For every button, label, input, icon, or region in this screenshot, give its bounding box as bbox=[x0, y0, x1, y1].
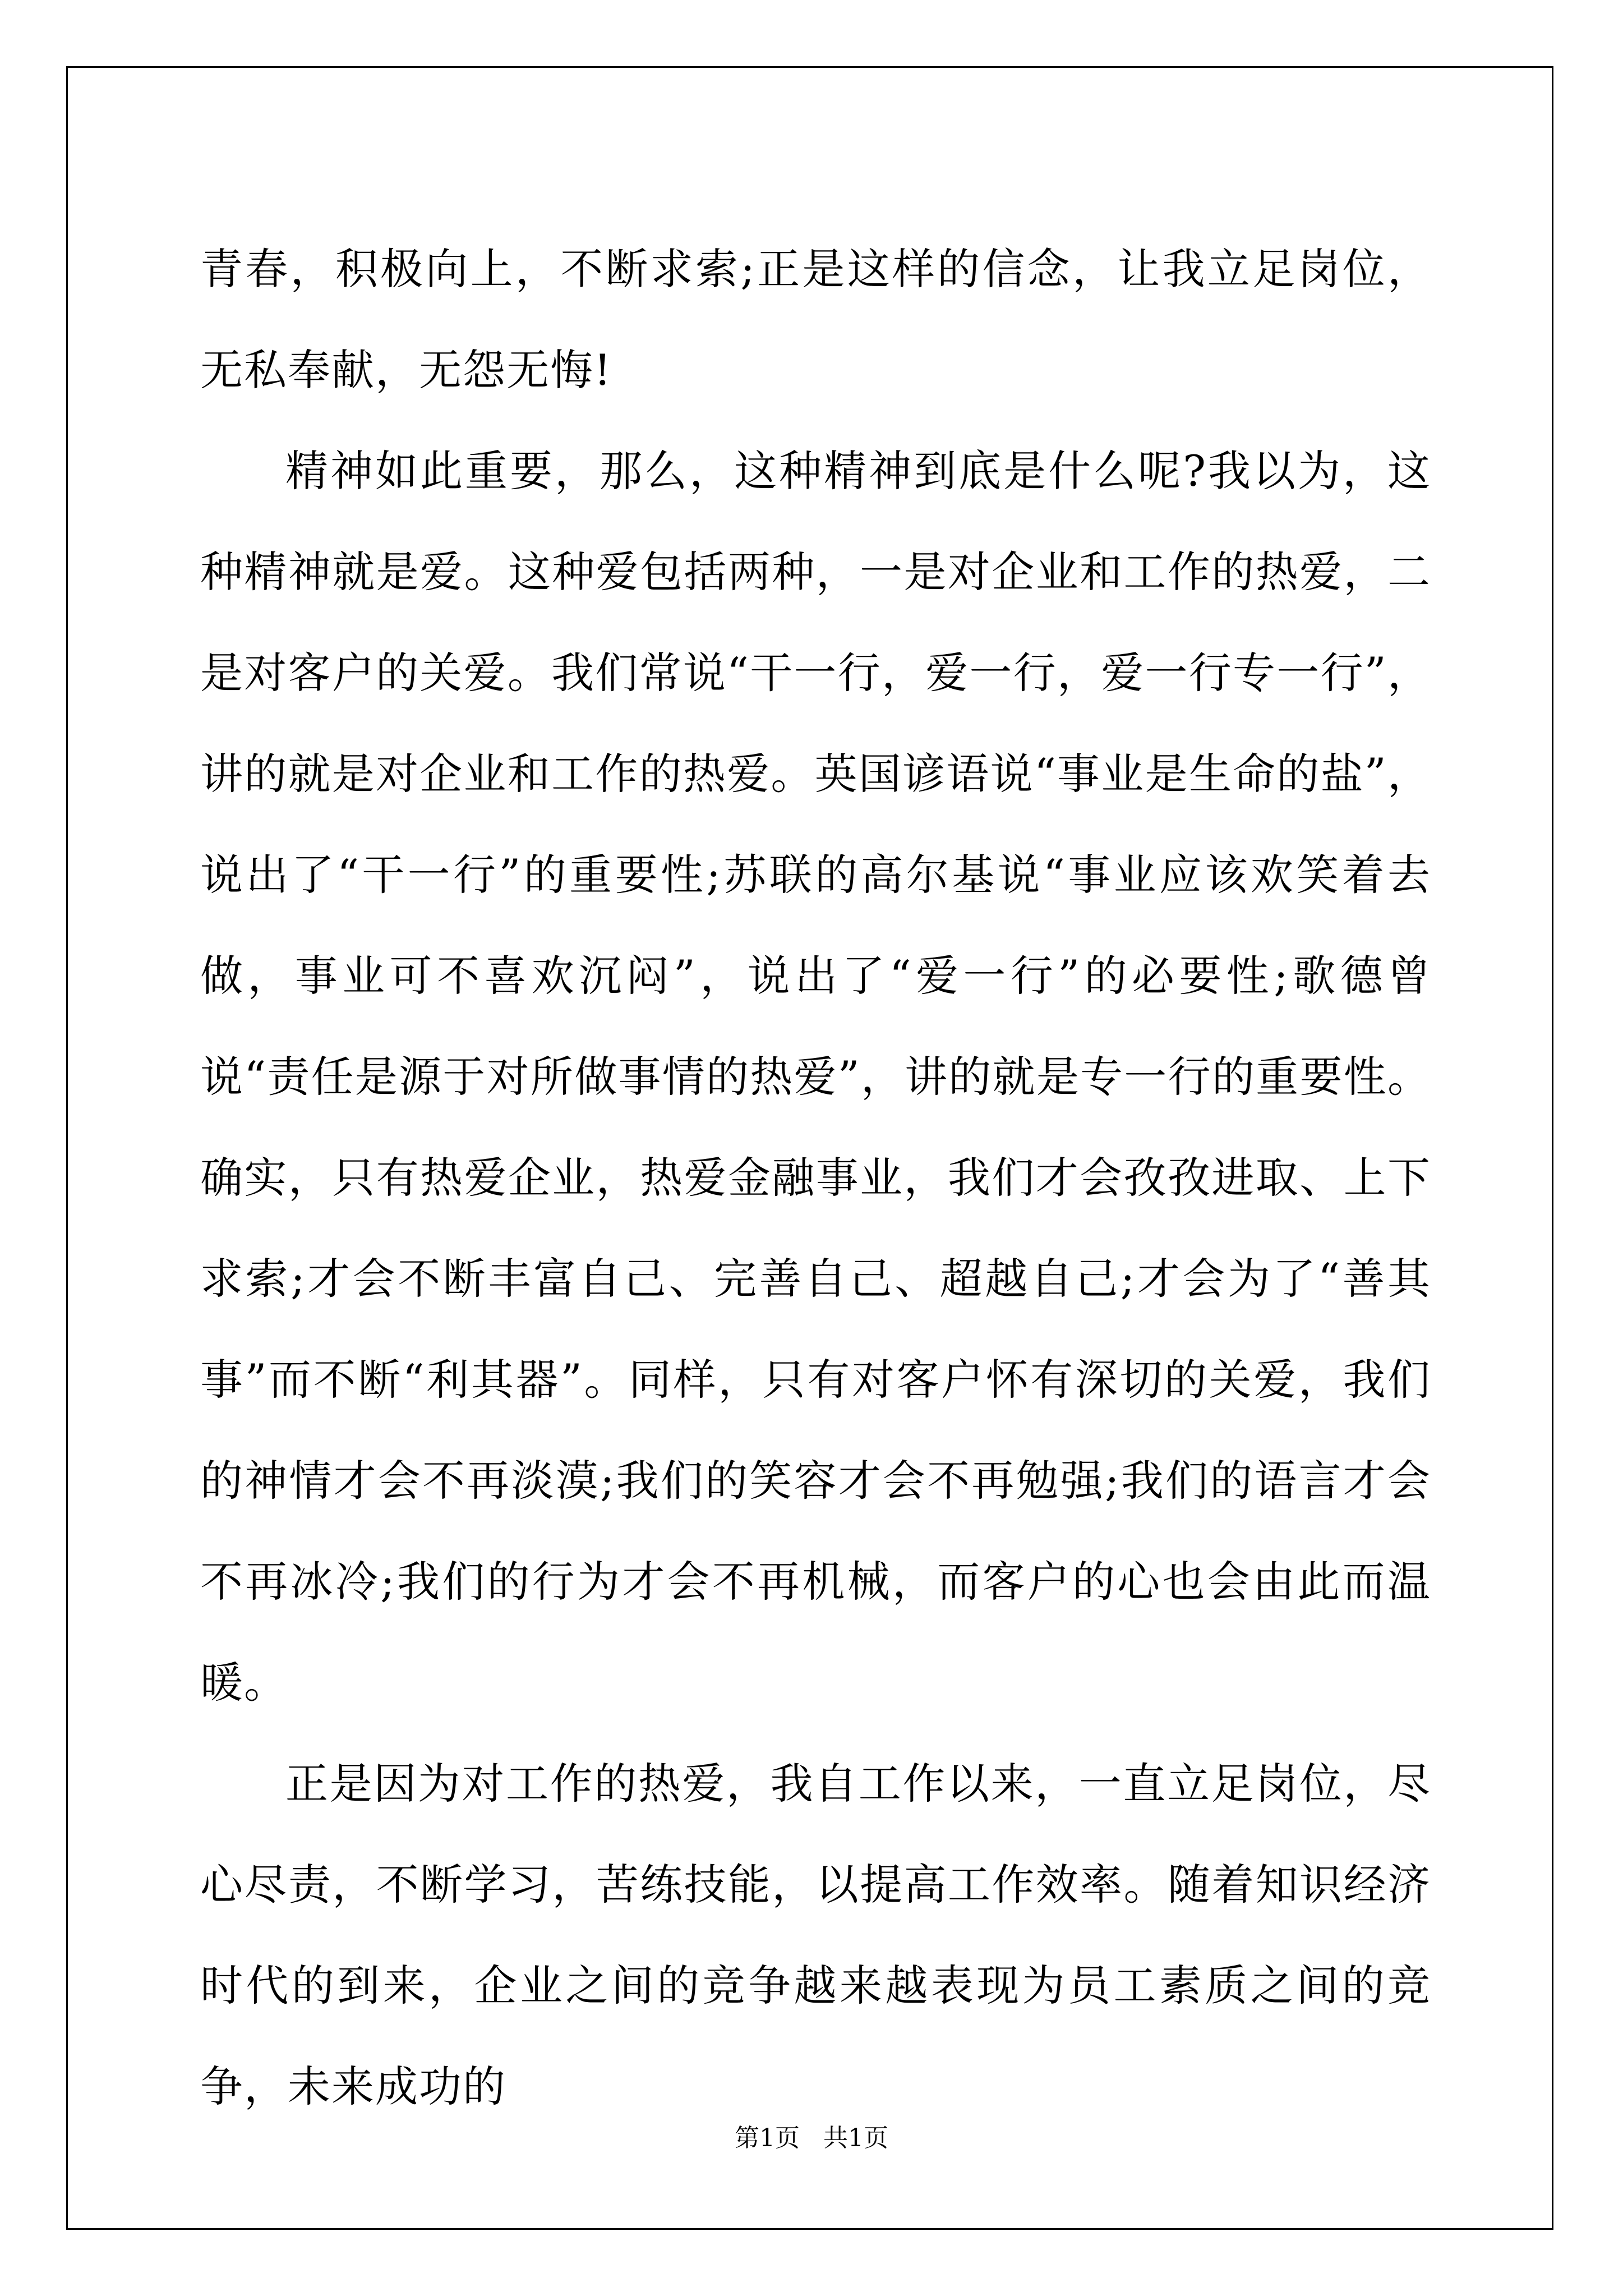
document-body bbox=[200, 219, 1431, 2137]
paragraph-1: 青春，积极向上，不断求索;正是这样的信念，让我立足岗位，无私奉献，无怨无悔! bbox=[200, 244, 1431, 395]
page-total: 共1页 bbox=[823, 2124, 888, 2152]
paragraph-2: 精神如此重要，那么，这种精神到底是什么呢?我以为，这种精神就是爱。这种爱包括两种，一是对企业和工作的热爱，二是对客户的关爱。我们常说“干一行，爱一行，爱一行专一行”，讲的就是对企业和工作的热爱。英国谚语说“事业是生命的盐”，说出了“干一行”的重要性;苏联的高尔基说“事业应该欢笑着去做，事业可不喜欢沉闷”，说出了“爱一行”的必要性;歌德曾说“责任是源于对所做事情的热爱”，讲的就是专一行的重要性。确实，只有热爱企业，热爱金融事业，我们才会孜孜进取、上下求索;才会不断丰富自己、完善自己、超越自己;才会为了“善其事”而不断“利其器”。同样，只有对客户怀有深切的关爱，我们的神情才会不再淡漠;我们的笑容才会不再勉强;我们的语言才会不再冰冷;我们的行为才会不再机械，而客户的心也会由此而温暖。 bbox=[200, 446, 1431, 1708]
page-number: 第1页 bbox=[735, 2124, 800, 2152]
page-footer bbox=[0, 2122, 1623, 2155]
paragraph-3: 正是因为对工作的热爱，我自工作以来，一直立足岗位，尽心尽责，不断学习，苦练技能，以提高工作效率。随着知识经济时代的到来，企业之间的竞争越来越表现为员工素质之间的竞争，未来成功的 bbox=[200, 1759, 1431, 2111]
